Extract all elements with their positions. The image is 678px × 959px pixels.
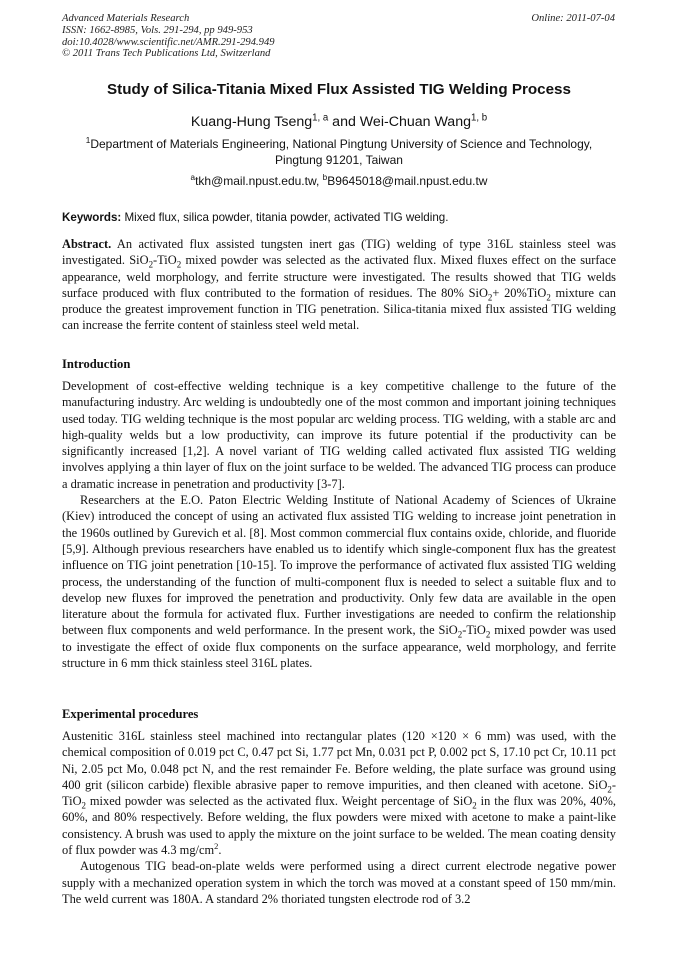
online-date: Online: 2011-07-04	[531, 13, 615, 24]
author-conjunction: and	[328, 114, 360, 130]
abstract-sub-1: 2	[148, 259, 154, 270]
journal-doi[interactable]: doi:10.4028/www.scientific.net/AMR.291-294.949	[62, 36, 275, 48]
intro-p2-text-1: Researchers at the E.O. Paton Electric Welding Institute of National Academy of Sciences of Ukraine (Kiev) introduced the concept of using an activated flux assisted TIG welding to increase joint penetration in the 1960s outlined by Gurevich et al. [8]. Most common commercial flux contains oxide, chloride, and fluoride [5,9]. Although previous researchers have enabled us to identify which single-component flux has the greatest influence on TIG joint penetration [10-15]. To improve the performance of activated flux assisted TIG welding process, the understanding of the function of multi-component flux is needed to select a suitable flux and to develop new fluxes for improved the penetration and productivity. Only few data are available in the open literature about the formula for activated flux. Further investigations are needed to confirm the relationship between flux components and weld performance. In the present work, the SiO	[62, 493, 616, 638]
journal-header	[62, 13, 482, 60]
abstract-text-1: An activated flux assisted tungsten inert gas (TIG) welding of type 316L stainless steel was investigated. SiO	[62, 237, 616, 268]
abstract-text-4: + 20%TiO	[492, 285, 547, 300]
abstract-sub-2: 2	[176, 259, 182, 270]
exp-p1-sup: 2	[214, 840, 219, 851]
experimental-body	[62, 728, 616, 907]
journal-name: Advanced Materials Research	[62, 13, 190, 24]
author-2-superscript: 1, b	[470, 112, 488, 124]
email-a[interactable]: tkh@mail.npust.edu.tw,	[195, 174, 323, 188]
author-2: Wei-Chuan Wang	[359, 114, 471, 130]
paper-title: Study of Silica-Titania Mixed Flux Assisted TIG Welding Process	[107, 81, 571, 98]
keywords-text: Mixed flux, silica powder, titania powder, activated TIG welding.	[121, 211, 449, 224]
journal-issn: ISSN: 1662-8985, Vols. 291-294, pp 949-953	[62, 24, 253, 36]
abstract-sub-3: 2	[487, 292, 493, 303]
introduction-paragraph-1: Development of cost-effective welding technique is a key competitive challenge to the future of the manufacturing industry. Arc welding is undoubtedly one of the most common and important joining techniques used today. TIG welding technique is the most popular arc welding process. TIG welding, with a stable arc and high-quality welds but a low productivity, can improve its future potential if the productivity can be significantly increased [1,2]. A novel variant of TIG welding called activated flux assisted TIG welding involves applying a thin layer of flux on the joint surface to be welded. The advanced TIG process can produce a dramatic increase in penetration and productivity [3-7].	[62, 379, 616, 491]
journal-copyright: © 2011 Trans Tech Publications Ltd, Switzerland	[62, 48, 271, 60]
email-a-superscript: a	[190, 173, 196, 182]
email-b[interactable]: B9645018@mail.npust.edu.tw	[327, 174, 488, 188]
intro-p2-sub-2: 2	[485, 629, 491, 640]
exp-p1-text-1: Austenitic 316L stainless steel machined into rectangular plates (120 ×120 × 6 mm) was used, with the chemical composition of 0.019 pct C, 0.47 pct Si, 1.77 pct Mn, 0.031 pct P, 0.002 pct S, 17.10 pct Cr, 10.11 pct Ni, 2.05 pct Mo, 0.048 pct N, and the rest remainder Fe. Before welding, the plate surface was ground using 400 grit (silicon carbide) flexible abrasive paper to remove impurities, and then cleaned with acetone. SiO	[62, 729, 616, 792]
experimental-paragraph-2: Autogenous TIG bead-on-plate welds were performed using a direct current electrode negative power supply with a mechanized operation system in which the torch was moved at a constant speed of 150 mm/min. The weld current was 180A. A standard 2% thoriated tungsten electrode rod of 3.2	[62, 859, 616, 906]
affiliation-line-1: Department of Materials Engineering, National Pingtung University of Science and Technology,	[90, 137, 593, 151]
exp-p1-sub-2: 2	[81, 800, 86, 811]
affiliation-superscript: 1	[85, 136, 91, 145]
intro-p2-sub-1: 2	[457, 629, 463, 640]
exp-p1-text-5: .	[218, 843, 222, 858]
affiliation	[62, 136, 616, 168]
email-line	[62, 173, 616, 189]
abstract-text-2: -TiO	[153, 253, 177, 268]
exp-p1-text-4: in the flux was 20%, 40%, 60%, and 80% respectively. Before welding, the flux powders were mixed with acetone to make a paint-like consistency. A brush was used to apply the mixture on the joint surface to be welded. The mean coating density of flux powder was 4.3 mg/cm	[62, 794, 616, 858]
introduction-body	[62, 378, 616, 671]
abstract-text-3: mixed powder was selected as the activated flux. Mixed fluxes effect on the surface appearance, weld morphology, and ferrite structure were investigated. The results showed that TIG welds surface produced with flux contributed to the formation of residues. The 80% SiO	[62, 253, 616, 300]
introduction-paragraph-2	[62, 492, 616, 671]
author-1-superscript: 1, a	[312, 112, 329, 124]
intro-p2-text-2: -TiO	[462, 623, 486, 638]
experimental-heading: Experimental procedures	[62, 707, 199, 721]
affiliation-line-2: Pingtung 91201, Taiwan	[275, 153, 403, 167]
keywords	[62, 210, 622, 225]
author-line	[62, 112, 616, 132]
exp-p1-sub-1: 2	[607, 784, 612, 795]
keywords-label: Keywords:	[62, 211, 122, 224]
abstract	[62, 236, 616, 334]
exp-p1-text-2: -TiO	[62, 777, 616, 809]
abstract-label: Abstract.	[62, 237, 112, 251]
intro-p2-text-3: mixed powder was used to investigate the effect of oxide flux components on the surface appearance, weld morphology, and ferrite structure in 6 mm thick stainless steel 316L plates.	[62, 623, 616, 671]
experimental-paragraph-1	[62, 728, 616, 858]
exp-p1-sub-3: 2	[472, 800, 477, 811]
abstract-sub-4: 2	[546, 292, 551, 303]
abstract-text-5: mixture can produce the greatest improvement function in TIG penetration. Silica-titania mixed flux assisted TIG welding can increase the ferrite content of stainless steel weld metal.	[62, 285, 616, 333]
exp-p1-text-3: mixed powder was selected as the activated flux. Weight percentage of SiO	[85, 794, 473, 809]
introduction-heading: Introduction	[62, 357, 131, 371]
email-b-superscript: b	[322, 173, 328, 182]
author-1: Kuang-Hung Tseng	[190, 114, 313, 130]
